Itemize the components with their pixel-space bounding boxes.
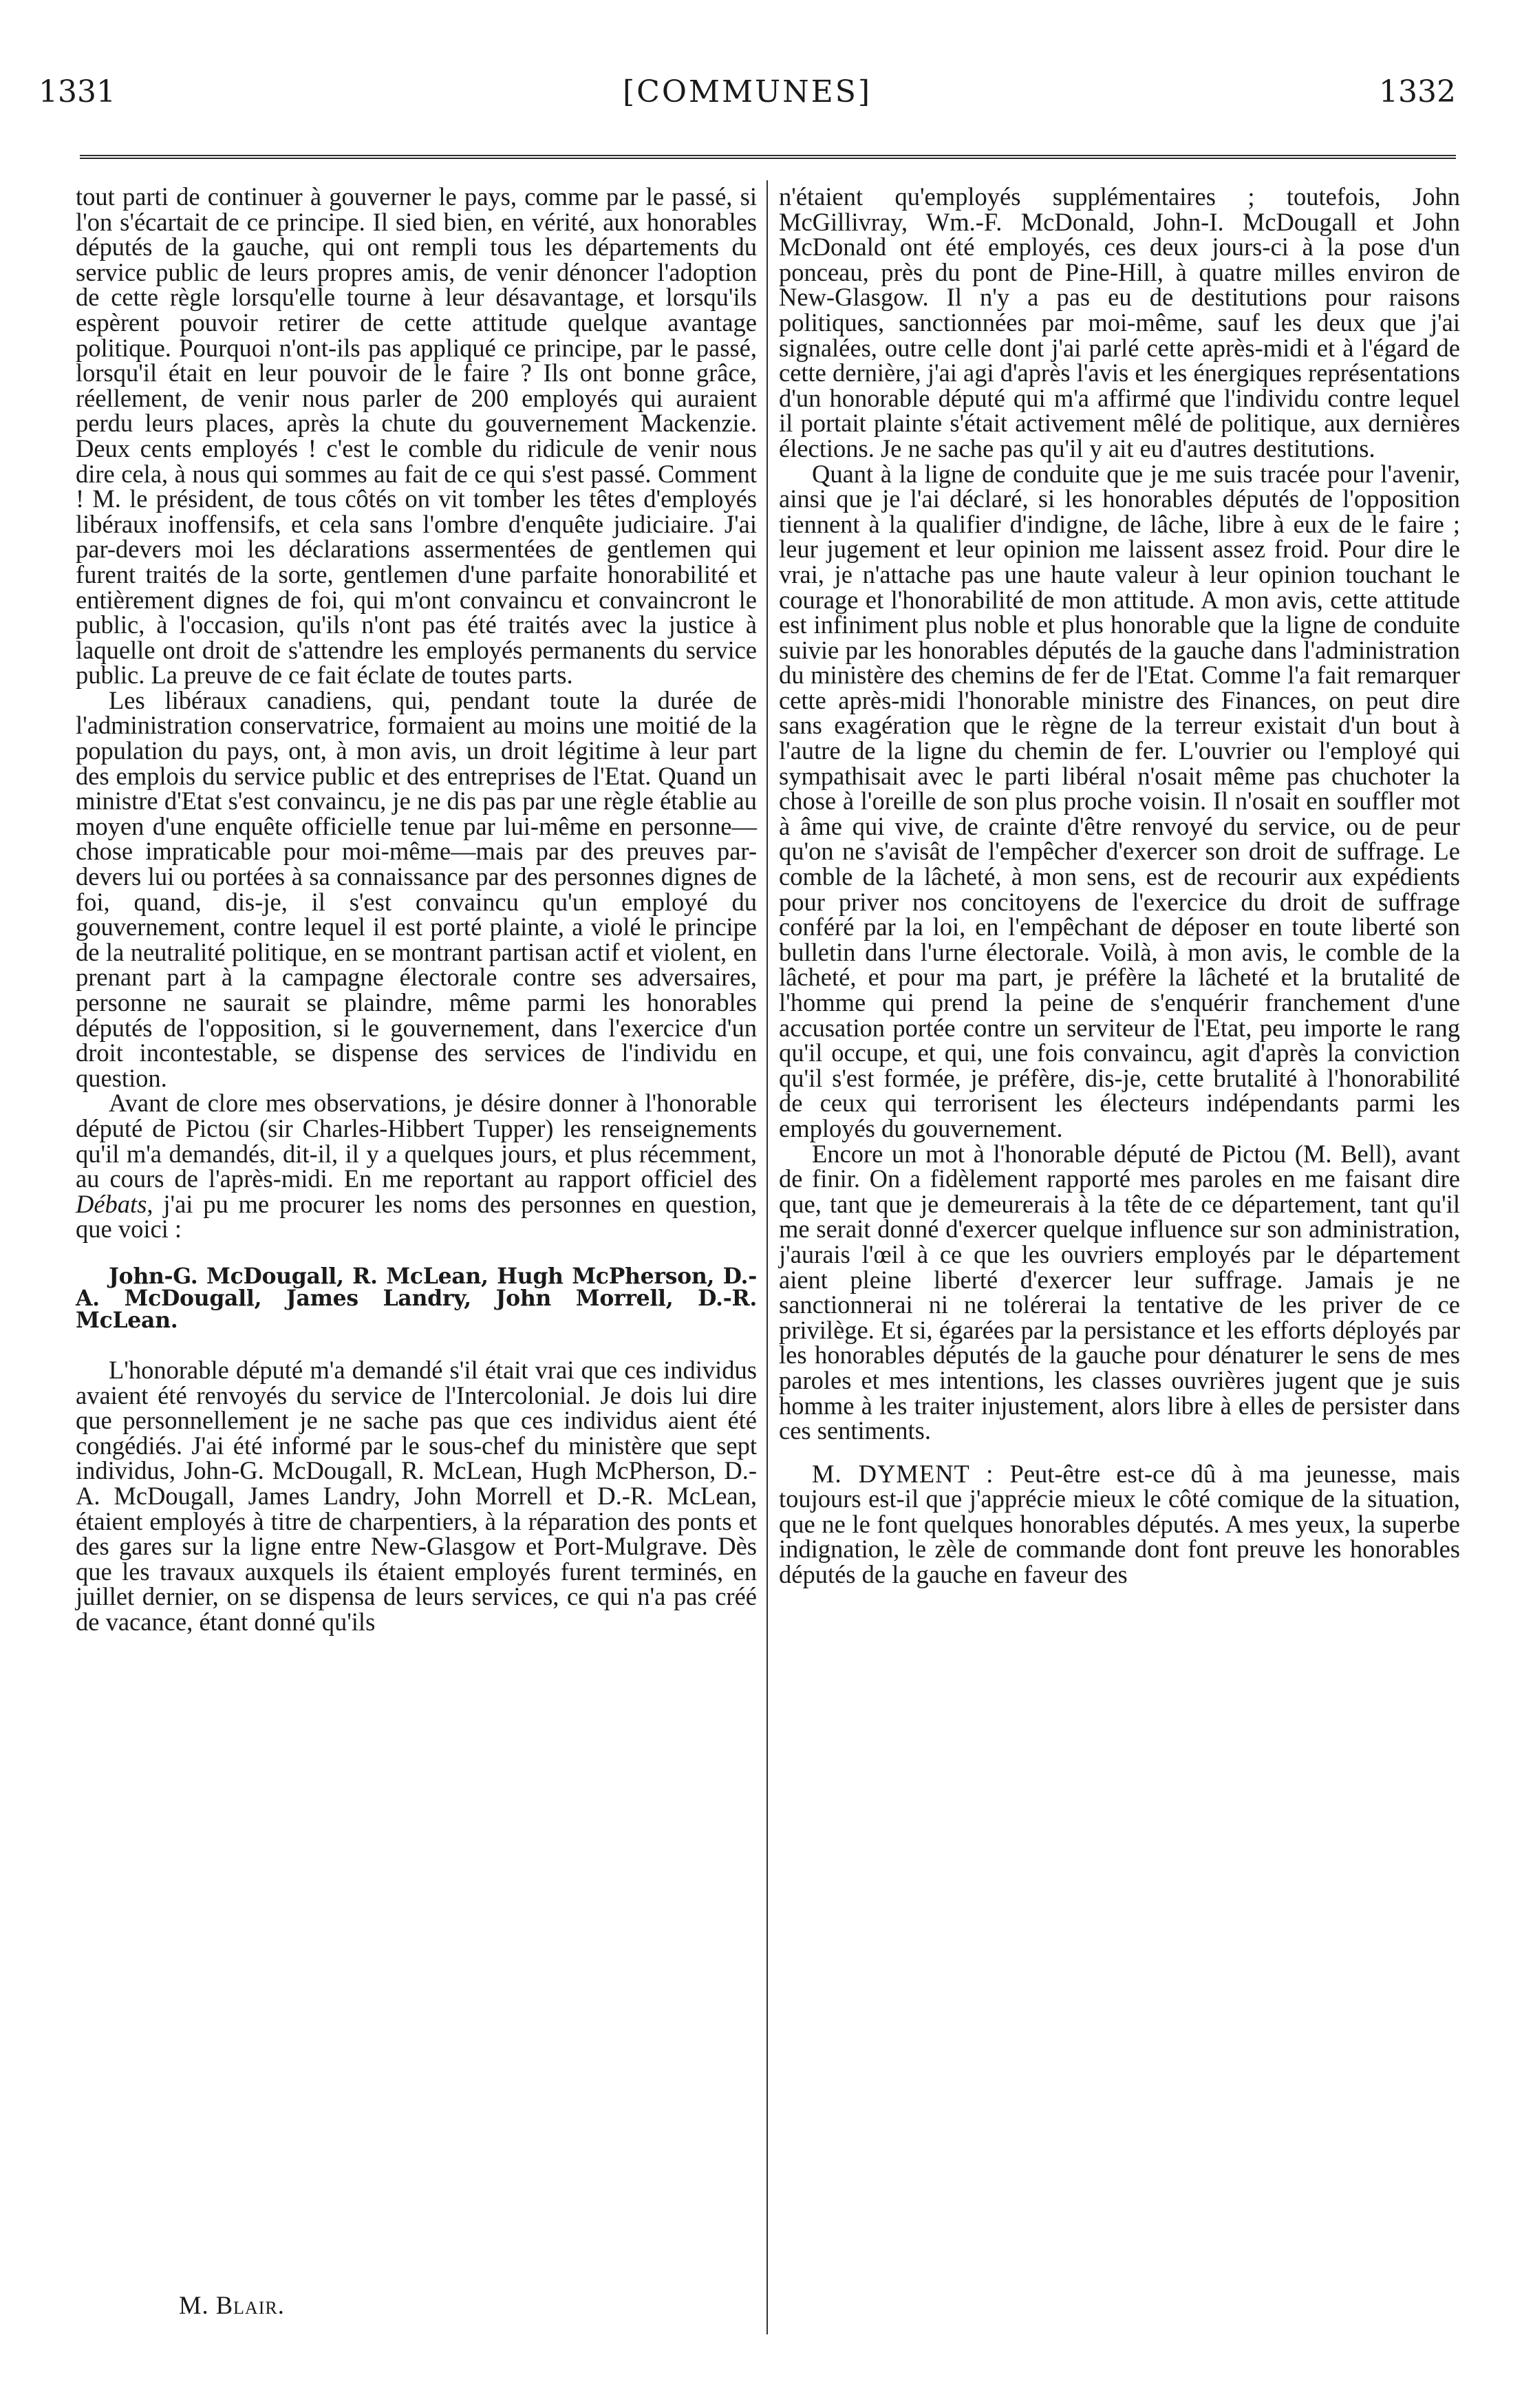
speaker-paragraph	[779, 1459, 1460, 1589]
page-header	[39, 74, 1456, 118]
paragraph: tout parti de continuer à gouverner le pays, comme par le passé, si l'on s'écartait de ce principe. Il sied bien, en vérité, aux honorables députés de la gauche, qui ont rempli tous les départements du service public de leurs propres amis, de venir dénoncer l'adoption de cette règle lorsqu'elle tourne à leur désavantage, et lorsqu'ils espèrent pouvoir retirer de cette attitude quelque avantage politique. Pourquoi n'ont-ils pas appliqué ce principe, par le passé, lorsqu'il était en leur pouvoir de le faire ? Ils ont bonne grâce, réellement, de venir nous parler de 200 employés qui auraient perdu leurs places, après la chute du gouvernement Mackenzie. Deux cents employés ! c'est le comble du ridicule de venir nous dire cela, à nous qui sommes au fait de ce qui s'est passé. Comment ! M. le président, de tous côtés on vit tomber les têtes d'employés libéraux inoffensifs, et cela sans l'ombre d'enquête judiciaire. J'ai par-devers moi les déclarations assermentées de gentlemen qui furent traités de la sorte, gentlemen d'une parfaite honorabilité et entièrement dignes de foi, qui m'ont convaincu et convaincront le public, à l'occasion, qu'ils n'ont pas été traités avec la justice à laquelle ont droit de s'attendre les employés permanents du service public. La preuve de ce fait éclate de toutes parts.	[76, 182, 757, 690]
paragraph: Les libéraux canadiens, qui, pendant toute la durée de l'administration conservatrice, formaient au moins une moitié de la population du pays, ont, à mon avis, un droit légitime à leur part des emplois du service public et des entreprises de l'Etat. Quand un ministre d'Etat s'est convaincu, je ne dis pas par une règle établie au moyen d'une enquête officielle tenue par lui-même en personne—chose impraticable pour moi-même—mais par des preuves par-devers lui ou portées à sa connaissance par des personnes dignes de foi, quand, dis-je, il s'est convaincu qu'un employé du gouvernement, contre lequel il est porté plainte, a violé le principe de la neutralité politique, en se montrant partisan actif et violent, en prenant part à la campagne électorale contre ses adversaires, personne ne saurait se plaindre, même parmi les honorables députés de l'opposition, si le gouvernement, dans l'exercice d'un droit incontestable, se dispense des services de l'individu en question.	[76, 685, 757, 1092]
page-number-left: 1331	[39, 74, 116, 109]
italic-title: Débats	[76, 1189, 147, 1218]
header-rule	[80, 155, 1456, 159]
paragraph	[76, 1091, 757, 1242]
paragraph: Encore un mot à l'honorable député de Pictou (M. Bell), avant de finir. On a fidèlement rapporté mes paroles en me faisant dire que, tant que je demeurerais à la tête de ce département, tant qu'il me serait donné d'exercer quelque influence sur son administration, j'aurais l'œil à ce que les ouvriers employés par le département aient pleine liberté d'exercer leur suffrage. Jamais je ne sanctionnerai ni ne tolérerai la tentative de les priver de ce privilège. Et si, égarées par la persistance et les efforts déployés par les honorables députés de la gauche pour dénaturer le sens de mes paroles et mes intentions, les classes ouvrières jugent que je suis homme à les traiter injustement, alors libre à elles de persister dans ces sentiments.	[779, 1139, 1460, 1445]
names-list: John-G. McDougall, R. McLean, Hugh McPherson, D.-A. McDougall, James Landry, John Morrell, D.-R. McLean.	[76, 1263, 757, 1333]
paragraph-text: , j'ai pu me procurer les noms des personnes en question, que voici :	[76, 1189, 757, 1244]
page-number-right: 1332	[1379, 74, 1456, 109]
paragraph-text: Avant de clore mes observations, je désire donner à l'honorable député de Pictou (sir Charles-Hibbert Tupper) les renseignements qu'il m'a demandés, dit-il, il y a quelques jours, et plus récemment, au cours de l'après-midi. En me reportant au rapport officiel des	[76, 1089, 757, 1193]
left-column	[76, 184, 757, 1634]
right-column	[779, 184, 1460, 1588]
paragraph-text: Peut-être est-ce dû à ma jeunesse, mais toujours est-il que j'apprécie mieux le côté comique de la situation, que ne le font quelques honorables députés. A mes yeux, la superbe indignation, le zèle de commande dont font preuve les honorables députés de la gauche en faveur des	[779, 1459, 1460, 1589]
column-separator	[766, 180, 768, 2334]
paragraph: L'honorable député m'a demandé s'il était vrai que ces individus avaient été renvoyés du service de l'Intercolonial. Je dois lui dire que personnellement je ne sache pas que ces individus aient été congédiés. J'ai été informé par le sous-chef du ministère que sept individus, John-G. McDougall, R. McLean, Hugh McPherson, D.-A. McDougall, James Landry, John Morrell et D.-R. McLean, étaient employés à titre de charpentiers, à la réparation des ponts et des gares sur la ligne entre New-Glasgow et Port-Mulgrave. Dès que les travaux auxquels ils étaient employés furent terminés, en juillet dernier, on se dispensa de leurs services, ce qui n'a pas créé de vacance, étant donné qu'ils	[76, 1355, 757, 1636]
running-title: [COMMUNES]	[622, 74, 872, 109]
footer-speaker-name: M. Blair.	[179, 2291, 285, 2319]
speaker-name: M. DYMENT :	[812, 1459, 994, 1488]
paragraph: Quant à la ligne de conduite que je me suis tracée pour l'avenir, ainsi que je l'ai déclaré, si les honorables députés de l'opposition tiennent à la qualifier d'indigne, de lâche, libre à eux de le faire ; leur jugement et leur opinion me laissent assez froid. Pour dire le vrai, je n'attache pas une haute valeur à leur opinion touchant le courage et l'honorabilité de mon attitude. A mon avis, cette attitude est infiniment plus noble et plus honorable que la ligne de conduite suivie par les honorables députés de la gauche dans l'administration du ministère des chemins de fer de l'Etat. Comme l'a fait remarquer cette après-midi l'honorable ministre des Finances, on peut dire sans exagération que le règne de la terreur existait d'un bout à l'autre de la ligne du chemin de fer. L'ouvrier ou l'employé qui sympathisait avec le parti libéral n'osait même pas chuchoter la chose à l'oreille de son plus proche voisin. Il n'osait en souffler mot à âme qui vive, de crainte d'être renvoyé du service, ou de peur qu'on ne s'avisât de l'empêcher d'exercer son droit de suffrage. Le comble de la lâcheté, à mon sens, est de recourir aux expédients pour priver nos concitoyens de l'exercice du droit de suffrage conféré par la loi, en l'empêchant de déposer en toute liberté son bulletin dans l'urne électorale. Voilà, à mon avis, le comble de la lâcheté, et pour ma part, je préfère la lâcheté et la brutalité de l'homme qui prend la peine de s'enquérir franchement d'une accusation portée contre un serviteur de l'Etat, peu importe le rang qu'il occupe, et qui, une fois convaincu, agit d'après la conviction qu'il s'est formée, je préfère, dis-je, cette brutalité à l'honorabilité de ceux qui terrorisent les électeurs indépendants parmi les employés du gouvernement.	[779, 459, 1460, 1142]
paragraph: n'étaient qu'employés supplémentaires ; toutefois, John McGillivray, Wm.-F. McDonald, John-I. McDougall et John McDonald ont été employés, ces deux jours-ci à la pose d'un ponceau, près du pont de Pine-Hill, à quatre milles environ de New-Glasgow. Il n'y a pas eu de destitutions pour raisons politiques, sanctionnées par moi-même, sauf les deux que j'ai signalées, outre celle dont j'ai parlé cette après-midi et à l'égard de cette dernière, j'ai agi d'après l'avis et les énergiques représentations d'un honorable député qui m'a affirmé que l'individu contre lequel il portait plainte s'était activement mêlé de politique, aux dernières élections. Je ne sache pas qu'il y ait eu d'autres destitutions.	[779, 182, 1460, 462]
